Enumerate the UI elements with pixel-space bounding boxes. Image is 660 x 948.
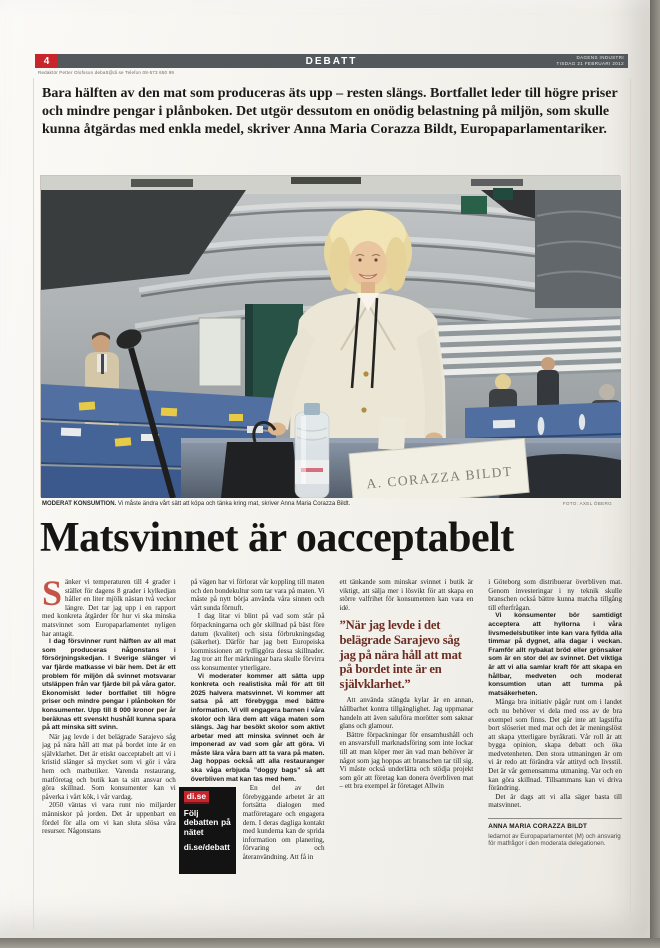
dise-url: di.se/debatt	[183, 842, 230, 853]
page-edge-line	[630, 78, 631, 930]
masthead	[557, 55, 624, 67]
article-body	[42, 578, 622, 874]
paragraph	[42, 578, 176, 638]
byline-name: ANNA MARIA CORAZZA BILDT	[488, 823, 588, 831]
section-title: DEBATT	[305, 55, 358, 67]
dise-follow-text: Följ debatten på nätet	[183, 807, 231, 837]
column-1	[42, 578, 176, 874]
article-headline: Matsvinnet är oacceptabelt	[40, 515, 514, 561]
paragraph: Det är dags att vi alla säger basta till matsvinnet.	[488, 792, 622, 810]
parliament-photo-illustration	[41, 176, 621, 498]
photo-wash	[41, 176, 621, 498]
paragraph: Bättre förpackningar för ensamhushåll och en ansvarsfull marknadsföring som inte lockar till att man köper mer än vad man behöver är något som jag hoppas att branschen tar till sig. Vi måste också underlätta och stödja projekt som gör att företag kan donera överbliven mat – ett bra exempel är företaget Allwin	[339, 730, 474, 791]
paragraph: När jag levde i det belägrade Sarajevo såg jag på nära håll att mat på bordet inte är en självklarhet. Det är etiskt oacceptabelt att vi i kristid slänger så mycket som vi gör i våra hem och matbutiker. Varenda restaurang, matföretag och butik kan ta sitt ansvar och göra skillnad. Som konsumenter kan vi påverka i vårt kök, i vår vardag.	[42, 732, 176, 801]
column-4	[488, 578, 622, 874]
paragraph: ett tänkande som minskar svinnet i butik är viktigt, att sälja mer i lösvikt för att skapa en större valfrihet för konsumenten kan vara en idé.	[339, 578, 474, 612]
photo-caption	[42, 501, 622, 507]
scan-edge-right	[650, 0, 660, 948]
caption-lead: MODERAT KONSUMTION.	[42, 501, 117, 507]
paragraph: i Göteborg som distribuerar överbliven mat. Genom investeringar i ny teknik skulle branschen också bättre kunna matcha tillgång till efterfrågan.	[488, 578, 622, 612]
article-intro	[42, 85, 624, 139]
page-edge-line	[33, 78, 34, 930]
byline-description: ledamot av Europaparlamentet (M) och ansvarig för matfrågor i den moderata delegationen.	[488, 832, 621, 848]
scan-edge-bottom	[0, 938, 660, 948]
column-2	[183, 578, 325, 874]
paragraph: Att använda stängda kylar är en annan, hållbarhet kontra tillgänglighet. Jag uppmanar handeln att även saluföra morötter som saknar glans och glamour.	[339, 696, 474, 731]
intro-tail: , Europaparlamentariker.	[453, 122, 607, 137]
editor-contact-line: Redaktör Petter Olofsson debatt@di.se Telefon 08-573 650 99	[38, 70, 175, 75]
paragraph-bold: I dag försvinner runt hälften av all mat som produceras någonstans i försörjningskedjan. I Sverige slänger vi var fjärde matkasse vi bär hem. Det är ett problem för miljön då svinnet motsvarar utsläppen från var fjärde bil på våra gator. Ekonomiskt leder bortfallet till högre priser och mindre pengar i plånboken för konsumenter. Upp till 8 000 kronor per år beräknas ett svenskt hushåll kunna spara på att minska sitt svinn.	[42, 638, 176, 732]
issue-date: TISDAG 21 FEBRUARI 2012	[556, 61, 624, 66]
photo-credit: FOTO: AXEL ÖBERG	[562, 501, 612, 506]
paper-name: DAGENS INDUSTRI	[576, 55, 624, 60]
nameplate-text: A. CORAZZA BILDT	[365, 463, 514, 492]
caption-text: Vi måste ändra vårt sätt att köpa och tänka kring mat, skriver Anna Maria Corazza Bildt.	[116, 501, 351, 507]
paragraph: En del av det förebyggande arbetet är att fortsätta dialogen med matföretagare och engagera dem. I deras dagliga kontakt med kunderna kan de sprida information om planering, förvaring och återanvändning. Att få in	[242, 784, 325, 861]
intro-author: Anna Maria Corazza Bildt	[293, 122, 454, 137]
paragraph-text: änker vi temperaturen till 4 grader i stället för dagens 8 grader i kylkedjan håller en liter mjölk nästan två veckor längre. Det tar jag upp i en rapport med konkreta åtgärder för hur vi ska minska matsvinnet som Europaparlamentet nyligen har antagit.	[42, 578, 176, 638]
dise-logo: di.se	[184, 791, 209, 804]
paragraph: 2050 väntas vi vara runt nio miljarder människor på jorden. Det är uppenbart en fördel för alla om vi kan sluta slösa våra resurser. Någonstans	[42, 801, 176, 836]
dise-promo-box	[179, 787, 236, 874]
paragraph: I dag litar vi blint på vad som står på förpackningarna och gör skillnad på bäst före datum (kvalitet) och sista förbrukningsdag (säkerhet). Därför har jag bett Europeiska kommissionen att tydliggöra dessa skillnader. Jag tror att fler märkningar bara skulle förvirra oss konsumenter ytterligare.	[190, 612, 325, 672]
paragraph: på vägen har vi förlorat vår koppling till maten och den bondekultur som tar vara på maten. Vi måste på nytt börja använda våra sinnen och vårt sunda förnuft.	[190, 578, 325, 612]
section-bar	[35, 54, 628, 68]
intro-text: Bara hälften av den mat som produceras äts upp – resten slängs. Bortfallet leder till högre priser och mindre pengar i plånboken. Det utgör dessutom en onödig belastning på miljön, som skulle kunna åtgärdas med enkla medel, skriver	[42, 86, 618, 137]
paragraph: Många bra initiativ pågår runt om i landet och nu behöver vi dela med oss av de bra exempel som finns. Det går inte att lagstifta bort slöseriet med mat och det är meningslöst att skapa ytterligare byråkrati. Vår roll är att bygga opinion, skapa debatt och öka medvetenheten. Den stora utmaningen är om vi är redo att förändra vår attityd och livsstil. Det är vår gemensamma utmaning. Var och en kan göra skillnad. Tillsammans kan vi driva förändring.	[488, 698, 622, 793]
paragraph-bold: Vi moderater kommer att sätta upp konkreta och realistiska mål för att till 2025 halvera matsvinnet. Vi kommer att satsa på att förebygga med bättre information. Vi vill engagera barnen i våra skolor och lära dem att väga maten som slängs. Jag har besökt skolor som aktivt arbetar med att minska svinnet och är imponerad av vad som går att göra. Vi måste lära våra barn att ta vara på maten. Jag hoppas också att alla restauranger ska våga erbjuda ”doggy bags” så att överbliven mat kan tas med hem.	[190, 672, 325, 783]
drop-cap: S	[42, 578, 63, 613]
paragraph-bold: Vi konsumenter bör samtidigt acceptera att hyllorna i våra livsmedelsbutiker inte kan vara fyllda alla timmar på dygnet, alla dagar i veckan. Framför allt nybakat bröd eller grönsaker som är en stor del av svinnet. Det viktiga är att vi alla samlar kraft för att skapa en hållbar, medveten och moderat konsumtion utan att tumma på matsäkerheten.	[488, 612, 622, 697]
byline-divider	[488, 818, 622, 819]
article-photo	[40, 175, 620, 497]
column-3	[340, 578, 474, 874]
pull-quote: ”När jag levde i det belägrade Sarajevo såg jag på nära håll att mat på bordet inte är en självklarhet.”	[339, 618, 462, 691]
page-number: 4	[35, 54, 58, 68]
